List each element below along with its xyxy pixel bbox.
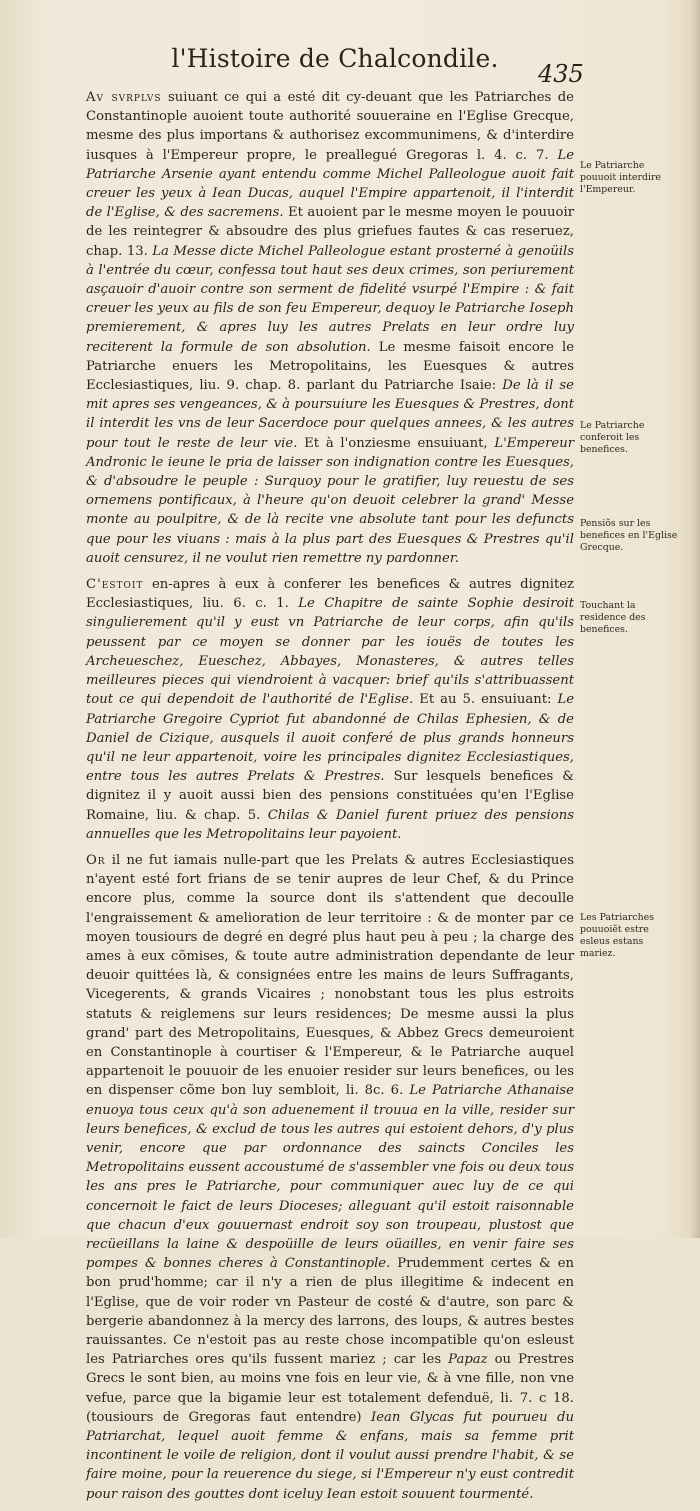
italic-quotation: Le Chapitre de sainte Sophie desiroit singulierement qu'il y eust vn Patriarche de leur corps, afin qu'ils peussent par ce moyen se donner par les iouës de toutes les Archeueschez, Eueschez, Abbayes, Monasteres, & autres telles meilleures pieces qui viendroient à vacquer: brief qu'ils s'attribuassent tout ce qui dependoit de l'authorité de l'Eglise. [86,596,574,708]
margin-note: Touchant la residence des benefices. [580,600,646,635]
text-run: Et auoient par le mesme moyen le pouuoir de les reintegrer & absoudre des plus griefues fautes & cas reseruez, chap. 13. [86,205,575,259]
italic-quotation: Iean Glycas fut pourueu du Patriarchat, lequel auoit femme & enfans, mais sa femme prit incontinent le voile de religion, dont il voulut aussi prendre l'habit, & se faire moine, pour la reuerence du siege, si l'Empereur n'y eust contredit pour raison des gouttes dont iceluy Iean estoit souuent tourmenté. [86,1409,574,1502]
italic-quotation: Le Patriarche Athanaise enuoya tous ceux qu'à son aduenement il trouua en la ville, resider sur leurs benefices, & exclud de tous les autres qui estoient dehors, d'y plus venir, encore que par ordonnance des saincts Conciles les Metropolitains eussent accoustumé de s'assembler vne fois ou deux tous les ans pres le Patriarche, pour communiquer auec luy de ce qui concernoit le faict de leurs Dioceses; alleguant qu'il estoit raisonnable que chacun d'eux gouuernast endroit soy son troupeau, plustost que recüeillans la laine & despoüille de leurs oüailles, en venir faire ses pompes & bonnes cheres à Constantinople. [86,1083,574,1272]
paragraph-lead-words: C'estoit [86,577,144,593]
text-run: Et à l'onziesme ensuiuant, [297,435,495,451]
text-run: ou Prestres Grecs le sont bien, au moins vne fois en leur vie, & à vne fille, non vne vefue, parce que la bigamie leur est totalement defenduë, li. 7. c 18. (tousiours de Gregoras faut entendre) [86,1352,574,1425]
margin-note: Le Patriarche conferoit les benefices. [580,420,645,455]
italic-quotation: Le Patriarche Gregoire Cypriot fut abandonné de Chilas Ephesien, & de Daniel de Cizique, ausquels il auoit conferé de plus grands honneurs qu'il ne leur appartenoit, voire les principales dignitez Ecclesiastiques, entre tous les autres Prelats & Prestres. [86,692,574,785]
paragraph [86,575,574,844]
text-run: Et au 5. ensuiuant: [413,692,558,708]
italic-quotation: Chilas & Daniel furent priuez des pensions annuelles que les Metropolitains leur payoient. [86,807,574,842]
text-run: Le mesme faisoit encore le Patriarche enuers les Metropolitains, les Euesques & autres Ecclesiastiques, liu. 9. chap. 8. parlant du Patriarche Isaie: [86,339,574,394]
page-number: 435 [538,60,584,88]
main-text-column [86,88,574,1511]
text-run: en-apres à eux à conferer les benefices & autres dignitez Ecclesiastiques, liu. 6. c. 1. [86,577,574,612]
text-run: suiuant ce qui a esté dit cy-deuant que les Patriarches de Constantinople auoient toute authorité souueraine en l'Eglise Grecque, mesme des plus importans & authorisez excommunimens, & d'interdire iusques à l'Empereur propre, le preallegué Gregoras l. 4. c. 7. [86,90,574,163]
italic-quotation: L'Empereur Andronic le ieune le pria de laisser son indignation contre les Euesques, & d'absoudre le peuple : Surquoy pour le gratifier, luy reuestu de ses ornemens pontificaux, à l'heure qu'on deuoit celebrer la grand' Messe monte au poulpitre, & de là recite vne absolute tant pour les defuncts que pour les viuans : mais à la plus part des Euesques & Prestres qu'il auoit censurez, il ne voulut rien remettre ny pardonner. [86,435,575,566]
margin-note: Pensiõs sur les benefices en l'Eglise Grecque. [580,518,678,553]
text-run: Sur lesquels benefices & dignitez il y auoit aussi bien des pensions constituées qu'en l'Eglise Romaine, liu. & chap. 5. [86,769,574,823]
paragraph [86,851,574,1504]
paragraph-lead-words: Av svrplvs [86,90,162,105]
running-title: l'Histoire de Chalcondile. [171,44,499,73]
italic-quotation: Le Patriarche Arsenie ayant entendu comme Michel Palleologue auoit fait creuer les yeux à Iean Ducas, auquel l'Empire appartenoit, il l'interdit de l'Eglise, & des sacremens. [86,147,574,221]
text-run: il ne fut iamais nulle-part que les Prelats & autres Ecclesiastiques n'ayent esté fort frians de se tenir aupres de leur Chef, & du Prince encore plus, comme la source dont ils s'attendent que decoulle l'engraissement & amelioration de leur territoire : & de monter par ce moyen tousiours de degré en degré plus haut peu à peu ; la charge des ames à eux cõmises, & toute autre administration dependante de leur deuoir quittées là, & consignées entre les mains de leurs Suffragants, Vicegerents, & grands Vicaires ; nonobstant tous les plus estroits statuts & reiglemens sur leurs residences; De mesme aussi la plus grand' part des Metropolitains, Euesques, & Abbez Grecs demeuroient en Constantinople à courtiser & l'Empereur, & le Patriarche auquel appartenoit le pouuoir de les enuoier resider sur leurs benefices, ou les en dispenser cõme bon luy sembloit, li. 8c. 6. [86,852,574,1099]
italic-quotation: De là il se mit apres ses vengeances, & à poursuiure les Euesques & Prestres, dont il interdit les vns de leur Sacerdoce pour quelques annees, & les autres pour tout le reste de leur vie. [86,378,574,451]
paragraph [86,88,574,568]
page-spine-shadow [690,0,700,1238]
margin-note: Les Patriarches pouuoiẽt estre esleus estans mariez. [580,912,655,959]
italic-quotation: Papaz [448,1352,488,1368]
text-run: Prudemment certes & en bon prud'homme; car il n'y a rien de plus illegitime & indecent en l'Eglise, que de voir roder vn Pasteur de costé & d'autre, son parc & bergerie abandonnez à la mercy des larrons, des loups, & autres bestes rauissantes. Ce n'estoit pas au reste chose incompatible qu'on esleust les Patriarches ores qu'ils fussent mariez ; car les [86,1256,574,1368]
margin-note: Le Patriarche pouuoit interdire l'Empereur. [580,160,661,195]
paragraph-lead-words: Or [86,852,106,868]
italic-quotation: La Messe dicte Michel Palleologue estant prosterné à genoüils à l'entrée du cœur, confessa tout haut ses deux crimes, son periurement asçauoir d'auoir contre son serment de fidelité vsurpé l'Empire : & fait creuer les yeux au fils de son feu Empereur, dequoy le Patriarche Ioseph premierement, & apres luy les autres Prelats en leur ordre luy reciterent la formule de son absolution. [86,243,575,355]
